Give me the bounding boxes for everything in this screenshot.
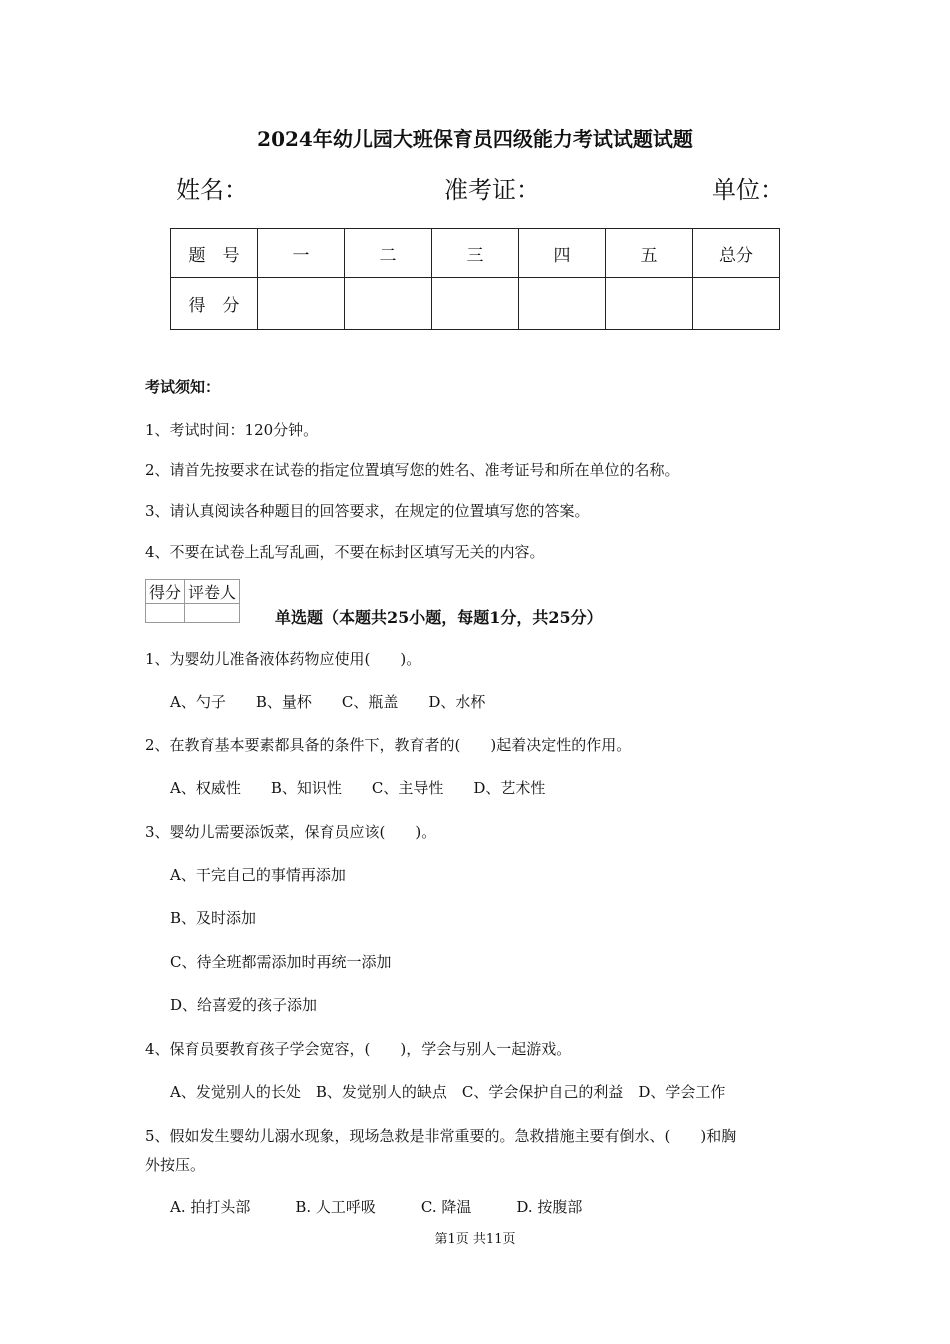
name-label: 姓名： bbox=[176, 176, 248, 204]
grader-reviewer-cell[interactable] bbox=[185, 604, 240, 623]
score-cell-3[interactable] bbox=[432, 278, 519, 330]
header-cell-total: 总分 bbox=[693, 229, 780, 278]
question-1-stem: 1、为婴幼儿准备液体药物应使用( )。 bbox=[145, 650, 422, 668]
score-table-score-row bbox=[171, 278, 780, 330]
notice-item-3: 3、请认真阅读各种题目的回答要求，在规定的位置填写您的答案。 bbox=[145, 502, 590, 520]
score-cell-5[interactable] bbox=[606, 278, 693, 330]
question-3-option-b: B、及时添加 bbox=[170, 909, 257, 927]
notice-title: 考试须知： bbox=[145, 378, 221, 396]
score-cell-1[interactable] bbox=[258, 278, 345, 330]
unit-label: 单位： bbox=[712, 176, 784, 204]
question-1-options: A、勺子 B、量杯 C、瓶盖 D、水杯 bbox=[170, 693, 486, 711]
score-table bbox=[170, 228, 780, 330]
notice-item-2: 2、请首先按要求在试卷的指定位置填写您的姓名、准考证号和所在单位的名称。 bbox=[145, 461, 680, 479]
score-row-label: 得 分 bbox=[171, 278, 258, 330]
page-footer: 第1页 共11页 bbox=[434, 1232, 516, 1247]
question-4-options: A、发觉别人的长处 B、发觉别人的缺点 C、学会保护自己的利益 D、学会工作 bbox=[170, 1083, 726, 1101]
notice-item-1: 1、考试时间：120分钟。 bbox=[145, 421, 319, 439]
section-title: 单选题（本题共25小题，每题1分，共25分） bbox=[275, 608, 603, 627]
question-2-stem: 2、在教育基本要素都具备的条件下，教育者的( )起着决定性的作用。 bbox=[145, 736, 632, 754]
notice-item-4: 4、不要在试卷上乱写乱画，不要在标封区填写无关的内容。 bbox=[145, 543, 545, 561]
score-cell-total[interactable] bbox=[693, 278, 780, 330]
page-title: 2024年幼儿园大班保育员四级能力考试试题试题 bbox=[257, 127, 693, 151]
candidate-fields bbox=[176, 170, 784, 206]
question-3-option-a: A、干完自己的事情再添加 bbox=[170, 866, 346, 884]
question-5-options: A. 拍打头部 B. 人工呼吸 C. 降温 D. 按腹部 bbox=[170, 1198, 583, 1216]
exam-id-label: 准考证： bbox=[444, 176, 540, 204]
grader-reviewer-label: 评卷人 bbox=[185, 580, 240, 604]
score-cell-4[interactable] bbox=[519, 278, 606, 330]
header-cell-label: 题 号 bbox=[171, 229, 258, 278]
score-table-header-row bbox=[171, 229, 780, 278]
header-cell-5: 五 bbox=[606, 229, 693, 278]
question-3-option-d: D、给喜爱的孩子添加 bbox=[170, 996, 318, 1014]
header-cell-2: 二 bbox=[345, 229, 432, 278]
question-3-option-c: C、待全班都需添加时再统一添加 bbox=[170, 953, 392, 971]
grader-score-cell[interactable] bbox=[146, 604, 185, 623]
question-2-options: A、权威性 B、知识性 C、主导性 D、艺术性 bbox=[170, 779, 546, 797]
question-3-stem: 3、婴幼儿需要添饭菜，保育员应该( )。 bbox=[145, 823, 437, 841]
question-5-stem-line2: 外按压。 bbox=[145, 1156, 206, 1174]
header-cell-1: 一 bbox=[258, 229, 345, 278]
grader-box bbox=[145, 579, 240, 623]
header-cell-4: 四 bbox=[519, 229, 606, 278]
header-cell-3: 三 bbox=[432, 229, 519, 278]
question-4-stem: 4、保育员要教育孩子学会宽容，( )，学会与别人一起游戏。 bbox=[145, 1040, 572, 1058]
score-cell-2[interactable] bbox=[345, 278, 432, 330]
question-5-stem-line1: 5、假如发生婴幼儿溺水现象，现场急救是非常重要的。急救措施主要有倒水、( )和胸 bbox=[145, 1127, 737, 1145]
grader-score-label: 得分 bbox=[146, 580, 185, 604]
